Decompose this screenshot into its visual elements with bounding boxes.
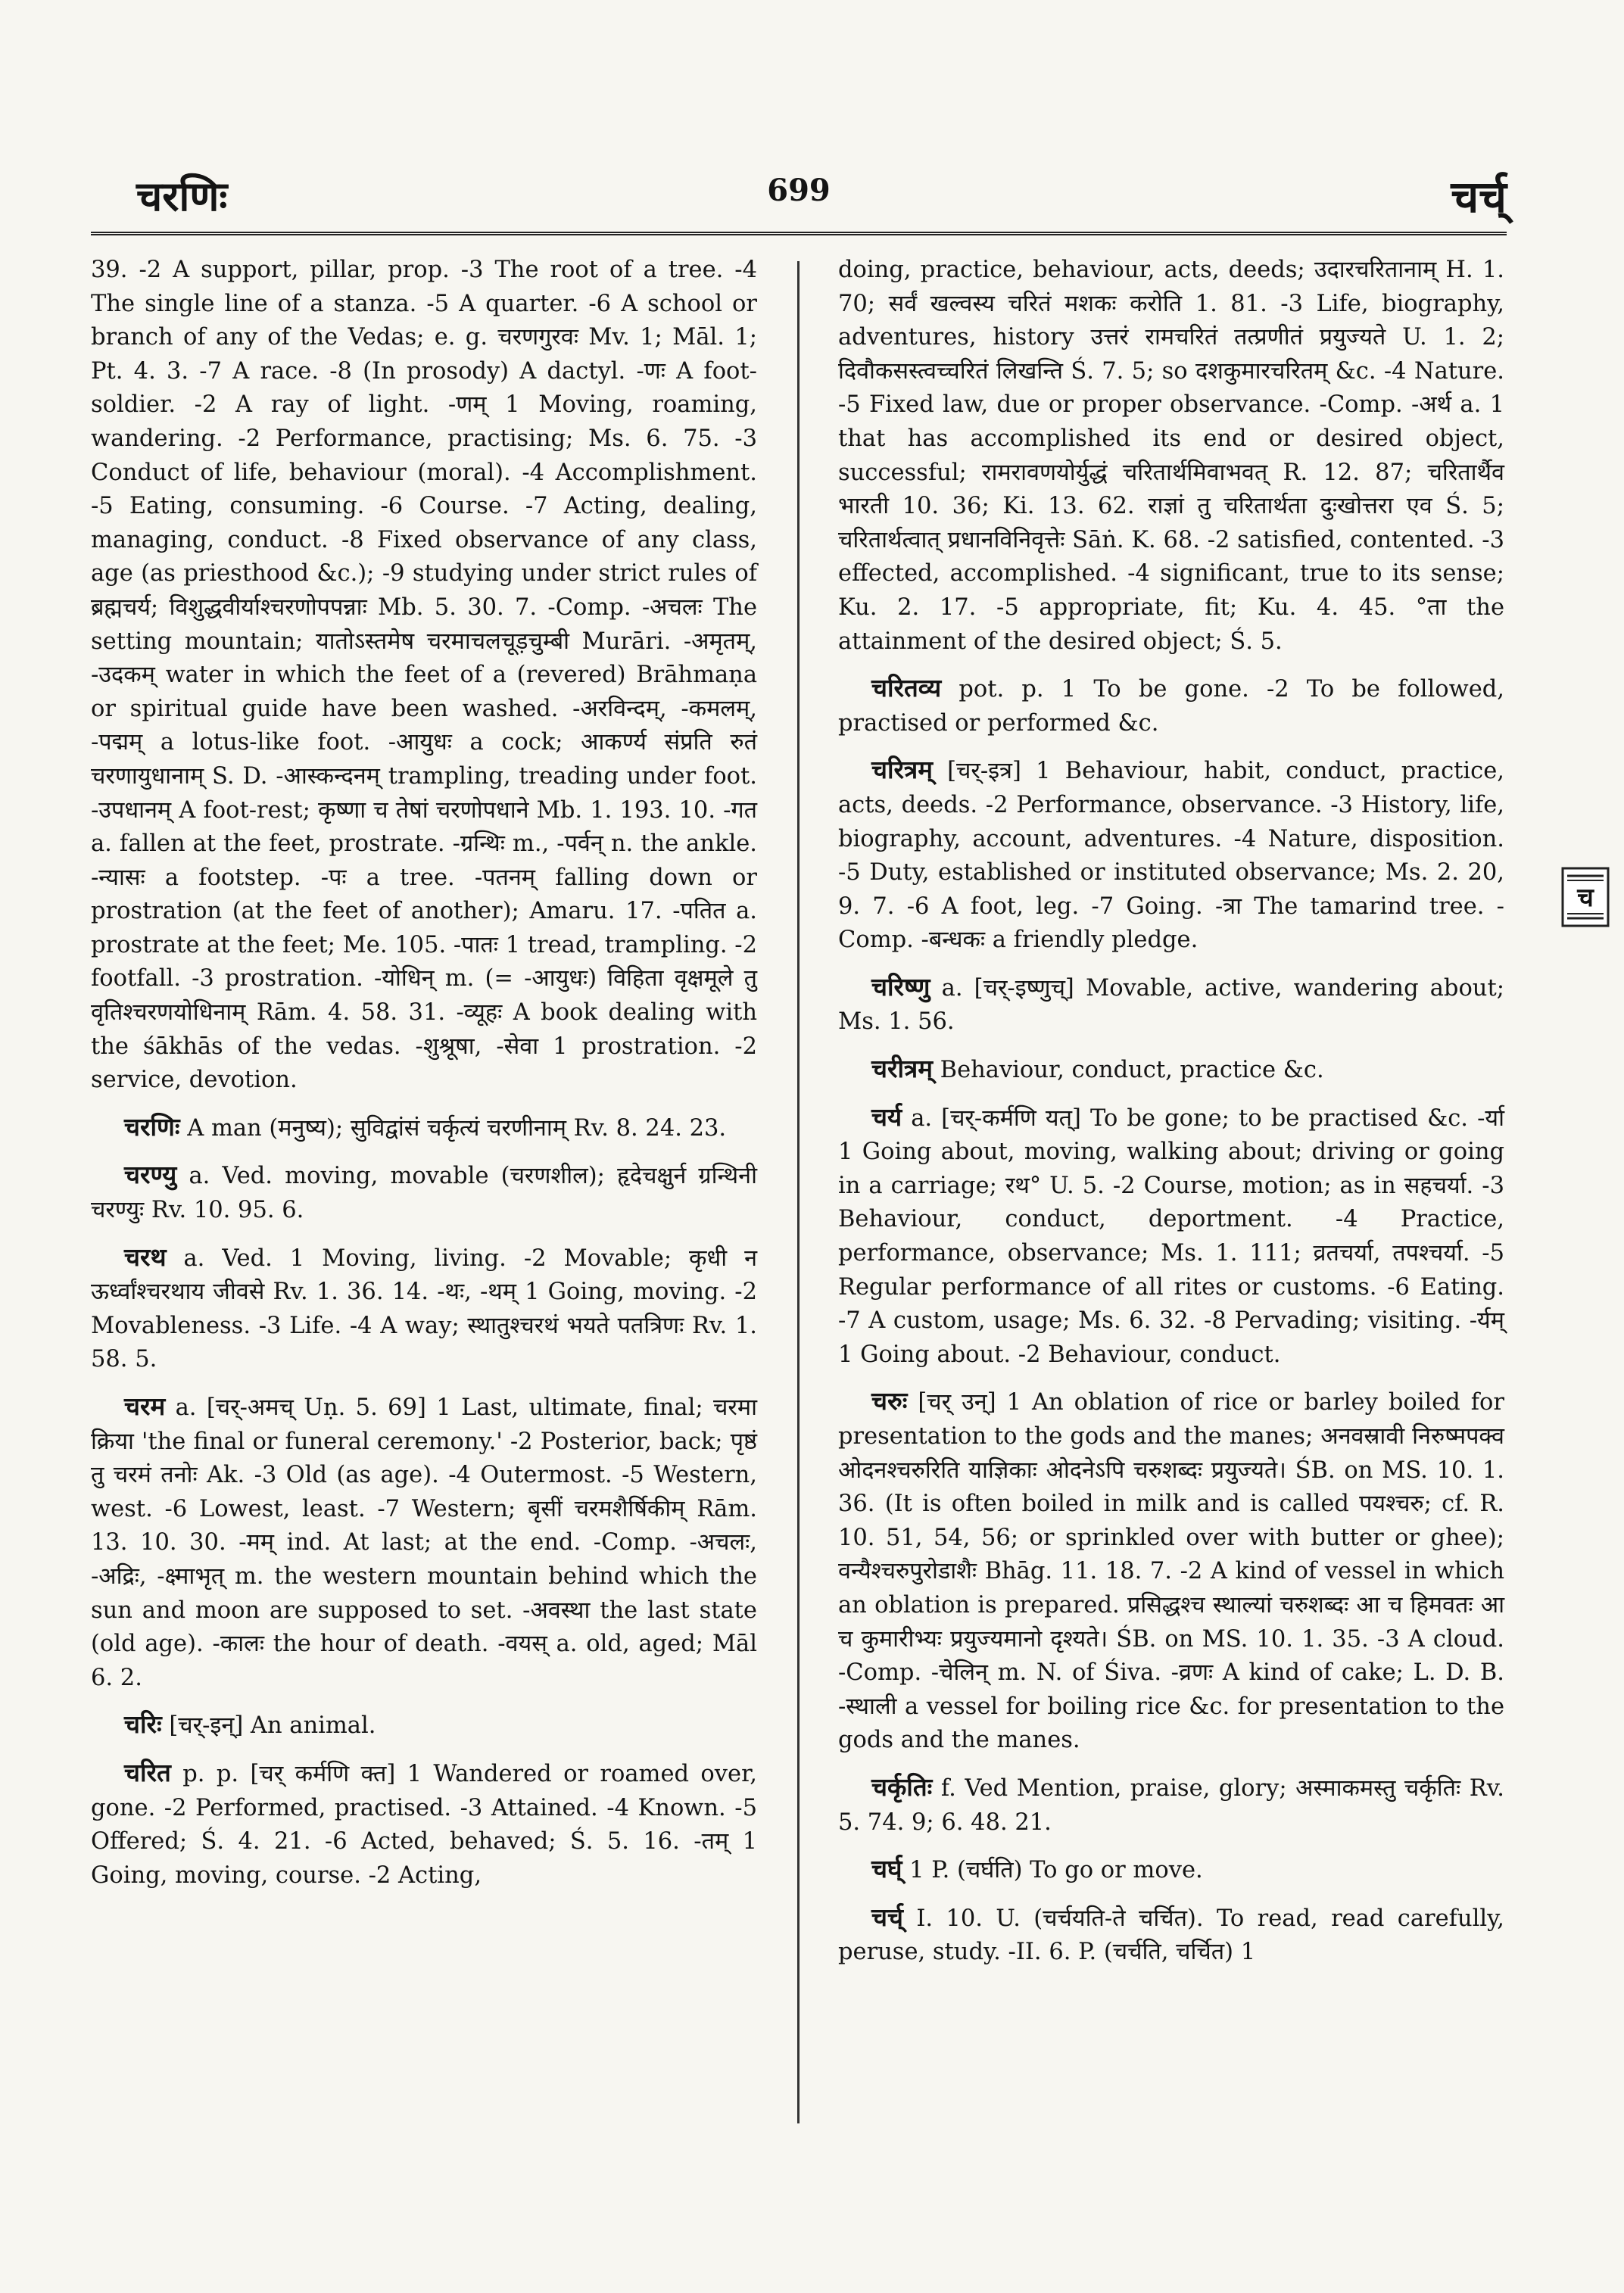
dictionary-entry bbox=[838, 1901, 1504, 1970]
dictionary-entry bbox=[91, 1390, 757, 1695]
dictionary-entry bbox=[91, 1756, 757, 1893]
entry-definition: doing, practice, behaviour, acts, deeds; उदारचरितानाम् H. 1. 70; सर्वं खल्वस्य चरितं मशकः करोति 1. 81. -3 Life, biography, adventures, history उत्तरं रामचरितं तत्प्रणीतं प्रयुज्यते U. 1. 2; दिवौकसस्त्वच्चरितं लिखन्ति Ś. 7. 5; so दशकुमारचरितम् &c. -4 Nature. -5 Fixed law, due or proper observance. -Comp. -अर्थ a. 1 that has accomplished its end or desired object, successful; रामरावणयोर्युद्धं चरितार्थमिवाभवत् R. 12. 87; चरितार्थैव भारती 10. 36; Ki. 13. 62. राज्ञां तु चरितार्थता दुःखोत्तरा एव Ś. 5; चरितार्थत्वात् प्रधानविनिवृत्तेः Sāṅ. K. 68. -2 satisfied, contented. -3 effected, accomplished. -4 significant, true to its sense; Ku. 2. 17. -5 appropriate, fit; Ku. 4. 45. °ता the attainment of the desired object; Ś. 5. bbox=[838, 257, 1504, 655]
dictionary-entry bbox=[91, 254, 757, 1098]
entry-definition: a. Ved. moving, movable (चरणशील); हृदेचक्षुर्न ग्रन्थिनी चरण्युः Rv. 10. 95. 6. bbox=[91, 1163, 757, 1224]
dictionary-entry bbox=[838, 671, 1504, 740]
entry-headword: चर्च् bbox=[871, 1902, 903, 1932]
entry-headword: चरिष्णु bbox=[871, 971, 930, 1002]
left-column bbox=[91, 254, 757, 1905]
dictionary-entry bbox=[838, 254, 1504, 659]
entry-definition: p. p. [चर् कर्मणि क्त] 1 Wandered or roamed over, gone. -2 Performed, practised. -3 Attained. -4 Known. -5 Offered; Ś. 4. 21. -6 Acted, behaved; Ś. 5. 16. -तम् 1 Going, moving, course. -2 Acting, bbox=[91, 1760, 757, 1889]
entry-definition: a. [चर्-कर्मणि यत्] To be gone; to be practised &c. -र्या 1 Going about, moving, walking about; driving or going in a carriage; रथ° U. 5. -2 Course, motion; as in सहचर्या. -3 Behaviour, conduct, deportment. -4 Practice, performance, observance; Ms. 1. 111; व्रतचर्या, तपश्चर्या. -5 Regular performance of all rites or customs. -6 Eating. -7 A custom, usage; Ms. 6. 32. -8 Pervading; visiting. -र्यम् 1 Going about. -2 Behaviour, conduct. bbox=[838, 1104, 1504, 1368]
entry-definition: [चर्-इत्र] 1 Behaviour, habit, conduct, practice, acts, deeds. -2 Performance, observance. -3 History, life, biography, account, adventures. -4 Nature, disposition. -5 Duty, established or instituted observance; Ms. 2. 20, 9. 7. -6 A foot, leg. -7 Going. -त्रा The tamarind tree. -Comp. -बन्धकः a friendly pledge. bbox=[838, 758, 1504, 954]
page-header bbox=[91, 151, 1507, 235]
page-number: 699 bbox=[767, 173, 831, 208]
entry-definition: 39. -2 A support, pillar, prop. -3 The root of a tree. -4 The single line of a stanza. -5 A quarter. -6 A school or branch of any of the Vedas; e. g. चरणगुरवः Mv. 1; Māl. 1; Pt. 4. 3. -7 A race. -8 (In prosody) A dactyl. -णः A foot-soldier. -2 A ray of light. -णम् 1 Moving, roaming, wandering. -2 Performance, practising; Ms. 6. 75. -3 Conduct of life, behaviour (moral). -4 Accomplishment. -5 Eating, consuming. -6 Course. -7 Acting, dealing, managing, conduct. -8 Fixed observance of any class, age (as priesthood &c.); -9 studying under strict rules of ब्रह्मचर्य; विशुद्धवीर्याश्चरणोपपन्नाः Mb. 5. 30. 7. -Comp. -अचलः The setting mountain; यातोऽस्तमेष चरमाचलचूड़चुम्बी Murāri. -अमृतम्, -उदकम् water in which the feet of a (revered) Brāhmaṇa or spiritual guide have been washed. -अरविन्दम्, -कमलम्, -पद्मम् a lotus-like foot. -आयुधः a cock; आकर्ण्य संप्रति रुतं चरणायुधानाम् S. D. -आस्कन्दनम् trampling, treading under foot. -उपधानम् A foot-rest; कृष्णा च तेषां चरणोपधाने Mb. 1. 193. 10. -गत a. fallen at the feet, prostrate. -ग्रन्थिः m., -पर्वन् n. the ankle. -न्यासः a footstep. -पः a tree. -पतनम् falling down or prostration (at the feet of another); Amaru. 17. -पतित a. prostrate at the feet; Me. 105. -पातः 1 tread, trampling. -2 footfall. -3 prostration. -योधिन् m. (= -आयुधः) विहिता वृक्षमूले तु वृतिश्चरणयोधिनाम् Rām. 4. 58. 31. -व्यूहः A book dealing with the śākhās of the vedas. -शुश्रूषा, -सेवा 1 prostration. -2 service, devotion. bbox=[91, 257, 757, 1094]
entry-definition: f. Ved Mention, praise, glory; अस्माकमस्तु चर्कृतिः Rv. 5. 74. 9; 6. 48. 21. bbox=[838, 1774, 1504, 1836]
left-running-headword: चरणिः bbox=[136, 172, 228, 220]
entry-definition: a. [चर्-अमच् Uṇ. 5. 69] 1 Last, ultimate, final; चरमा क्रिया 'the final or funeral ceremony.' -2 Posterior, back; पृष्ठं तु चरमं तनोः Ak. -3 Old (as age). -4 Outermost. -5 Western, west. -6 Lowest, least. -7 Western; बृसीं चरमशैर्षिकीम् Rām. 13. 10. 30. -मम् ind. At last; at the end. -Comp. -अचलः, -अद्रिः, -क्ष्माभृत् m. the western mountain behind which the sun and moon are supposed to set. -अवस्था the last state (old age). -कालः the hour of death. -वयस् a. old, aged; Māl 6. 2. bbox=[91, 1394, 757, 1691]
entry-definition: [चर् उन्] 1 An oblation of rice or barley boiled for presentation to the gods and the manes; अनवस्रावी निरुष्मपक्व ओदनश्चरुरिति याज्ञिकाः ओदनेऽपि चरुशब्दः प्रयुज्यते। ŚB. on MS. 10. 1. 36. (It is often boiled in milk and is called पयश्चरु; cf. R. 10. 51, 54, 56; or sprinkled over with butter or ghee); वन्यैश्चरुपुरोडाशैः Bhāg. 11. 18. 7. -2 A kind of vessel in which an oblation is prepared. प्रसिद्धश्च स्थाल्यां चरुशब्दः आ च हिमवतः आ च कुमारीभ्यः प्रयुज्यमानो दृश्यते। ŚB. on MS. 10. 1. 35. -3 A cloud. -Comp. -चेलिन् m. N. of Śiva. -व्रणः A kind of cake; L. D. B. -स्थाली a vessel for boiling rice &c. for presentation to the gods and the manes. bbox=[838, 1389, 1505, 1754]
entry-definition: Behaviour, conduct, practice &c. bbox=[940, 1057, 1324, 1084]
dictionary-entry bbox=[91, 1241, 757, 1377]
entry-headword: चरण्यु bbox=[124, 1160, 177, 1190]
entry-headword: चर्घ् bbox=[871, 1854, 902, 1884]
dictionary-entry bbox=[838, 1101, 1504, 1372]
entry-definition: I. 10. U. (चर्चयति-ते चर्चित). To read, read carefully, peruse, study. -II. 6. P. (चर्चति, चर्चित) 1 bbox=[838, 1905, 1504, 1966]
entry-headword: चरथ bbox=[124, 1242, 167, 1272]
entry-headword: चरीत्रम् bbox=[871, 1054, 933, 1084]
entry-headword: चरिः bbox=[124, 1709, 162, 1740]
entry-headword: चरम bbox=[124, 1391, 166, 1421]
entry-definition: a. [चर्-इष्णुच्] Movable, active, wandering about; Ms. 1. 56. bbox=[838, 974, 1504, 1036]
entry-headword: चरित bbox=[124, 1757, 171, 1787]
entry-definition: [चर्-इन्] An animal. bbox=[169, 1712, 376, 1740]
dictionary-entry bbox=[838, 753, 1504, 958]
entry-definition: 1 P. (चर्घति) To go or move. bbox=[909, 1857, 1203, 1884]
entry-headword: चरित्रम् bbox=[871, 755, 933, 785]
dictionary-entry bbox=[838, 1052, 1504, 1088]
entry-headword: चर्य bbox=[871, 1101, 902, 1132]
entry-headword: चरितव्य bbox=[871, 673, 942, 703]
entry-headword: चरणिः bbox=[124, 1111, 180, 1142]
dictionary-entry bbox=[838, 1385, 1504, 1758]
entry-definition: pot. p. 1 To be gone. -2 To be followed, practised or performed &c. bbox=[838, 676, 1504, 737]
dictionary-entry bbox=[91, 1158, 757, 1227]
dictionary-entry bbox=[91, 1708, 757, 1743]
thumb-index-tab bbox=[1561, 867, 1610, 927]
entry-headword: चर्कृतिः bbox=[871, 1771, 933, 1802]
dictionary-entry bbox=[91, 1111, 757, 1146]
entry-definition: A man (मनुष्य); सुविद्वांसं चर्कृत्यं चरणीनाम् Rv. 8. 24. 23. bbox=[187, 1114, 727, 1142]
thumb-index-letter: च bbox=[1577, 883, 1594, 913]
entry-definition: a. Ved. 1 Moving, living. -2 Movable; कृधी न ऊर्ध्वांश्चरथाय जीवसे Rv. 1. 36. 14. -थः, -थम् 1 Going, moving. -2 Movableness. -3 Life. -4 A way; स्थातुश्चरथं भयते पतत्रिणः Rv. 1. 58. 5. bbox=[91, 1245, 757, 1373]
column-divider bbox=[797, 261, 800, 2123]
right-running-headword: चर्च् bbox=[1451, 171, 1507, 223]
dictionary-entry bbox=[838, 1852, 1504, 1888]
right-column bbox=[838, 254, 1504, 1983]
dictionary-entry bbox=[838, 970, 1504, 1039]
entry-headword: चरुः bbox=[871, 1386, 908, 1416]
dictionary-entry bbox=[838, 1771, 1504, 1840]
header-rule bbox=[91, 232, 1507, 235]
